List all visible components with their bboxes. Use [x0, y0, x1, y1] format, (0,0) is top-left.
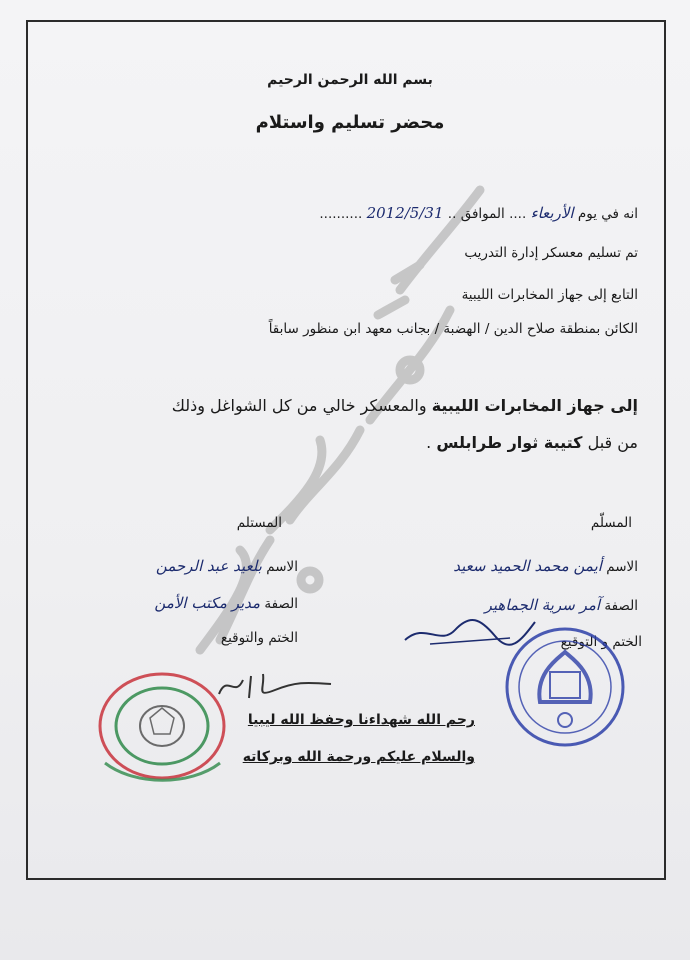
deliverer-name-handwritten: أيمن محمد الحميد سعيد	[453, 557, 602, 575]
closing-line2: والسلام عليكم ورحمة الله وبركاته	[242, 749, 475, 765]
document-title: محضر تسليم واستلام	[255, 112, 445, 133]
intelligence-seal-stamp	[95, 668, 230, 788]
location-line: الكائن بمنطقة صلاح الدين / الهضبة / بجانب معهد ابن منظور سابقاً	[268, 321, 638, 337]
receiver-name-label: الاسم	[266, 559, 298, 575]
receiver-heading: المستلم	[236, 515, 282, 531]
body-recipient: إلى جهاز المخابرات الليبية	[431, 396, 638, 415]
deliverer-name-row	[453, 557, 638, 575]
deliverer-name-label: الاسم	[606, 559, 638, 575]
date-line-mid: الموافق	[460, 206, 505, 222]
body-rest: والمعسكر خالي من كل الشواغل وذلك	[171, 396, 432, 415]
deliverer-role-handwritten: آمر سرية الجماهير	[484, 596, 601, 614]
receiver-role-row	[154, 594, 298, 612]
affiliation-line: التابع إلى جهاز المخابرات الليبية	[461, 287, 638, 303]
body-prefix: من قبل	[582, 433, 638, 452]
receiver-seal-label: الختم والتوقيع	[220, 630, 298, 646]
handwritten-date: 2012/5/31	[366, 204, 444, 222]
receiver-signature	[215, 668, 335, 702]
basmala: بسم الله الرحمن الرحيم	[267, 72, 433, 88]
handwritten-day: الأربعاء	[530, 204, 574, 222]
receiver-role-handwritten: مدير مكتب الأمن	[154, 594, 261, 612]
date-line-prefix: انه في يوم	[577, 206, 638, 222]
receiver-name-row	[156, 557, 298, 575]
body-suffix: .	[426, 433, 437, 452]
body-statement-line1	[172, 396, 638, 415]
deliverer-heading: المسلّم	[590, 515, 632, 531]
dots-filler: ..	[447, 206, 457, 222]
body-brigade: كتيبة ثوار طرابلس	[436, 433, 583, 452]
receiver-name-handwritten: بلعيد عبد الرحمن	[155, 557, 262, 575]
closing-line1: رحم الله شهداءنا وحفظ الله ليبيا	[247, 712, 475, 728]
deliverer-seal-label: الختم و التوقيع	[560, 634, 642, 650]
receiver-role-label: الصفة	[264, 596, 298, 612]
deliverer-role-label: الصفة	[604, 598, 638, 614]
dots-filler: ....	[509, 206, 527, 222]
handover-line: تم تسليم معسكر إدارة التدريب	[464, 245, 638, 261]
brigade-seal-stamp	[500, 622, 630, 752]
body-statement-line2	[426, 433, 638, 452]
dots-filler: ..........	[319, 206, 363, 222]
date-line	[319, 204, 638, 222]
